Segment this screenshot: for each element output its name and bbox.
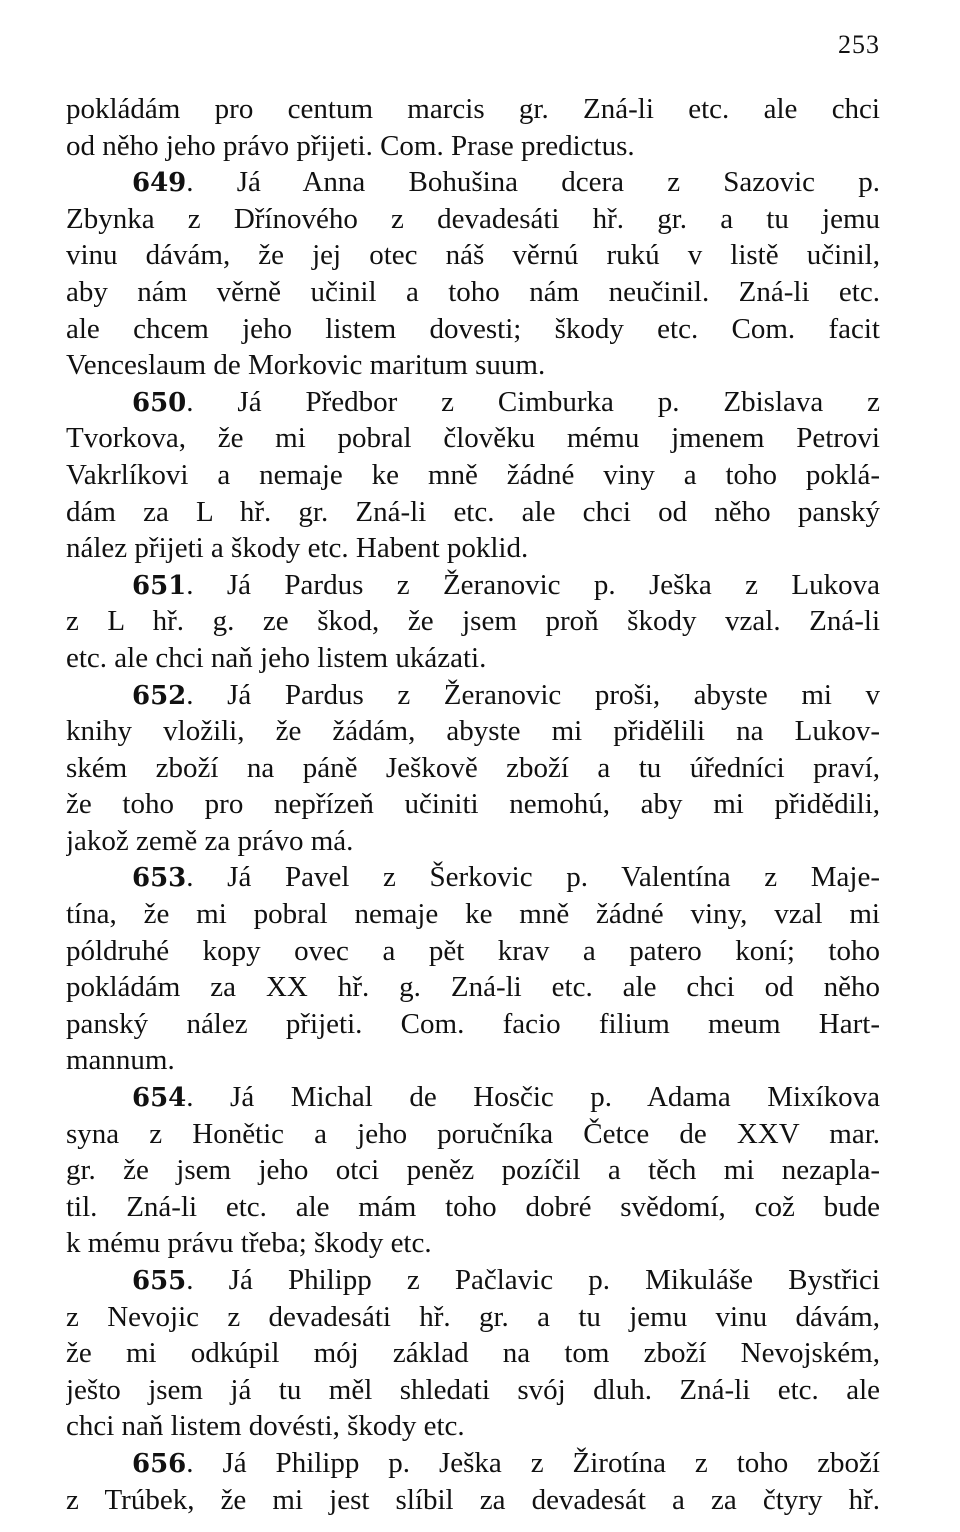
text-line — [66, 969, 880, 1006]
entry-number: 650 — [132, 387, 187, 418]
entry-first-line — [66, 859, 880, 896]
entry-number: 651 — [132, 570, 187, 601]
text-line — [66, 823, 880, 860]
line-text: k mému právu třeba; škody etc. — [66, 1227, 432, 1260]
text-line — [66, 1042, 880, 1079]
entry-number: 655 — [132, 1266, 187, 1296]
line-text: aby nám věrně učinil a toho nám neučinil. Zná-li etc. — [66, 275, 880, 308]
line-text: panský nález přijeti. Com. facio filium meum Hart- — [66, 1007, 880, 1040]
text-line — [66, 1335, 880, 1372]
line-text: ském zboží na páně Ješkově zboží a tu úředníci praví, — [66, 751, 880, 784]
text-line — [66, 896, 880, 933]
text-line — [66, 347, 880, 384]
text-line — [66, 274, 880, 311]
text-line — [66, 311, 880, 348]
text-line — [66, 1225, 880, 1262]
entry-first-line — [66, 677, 880, 714]
text-line — [66, 786, 880, 823]
line-text: tína, že mi pobral nemaje ke mně žádné viny, vzal mi — [66, 898, 880, 931]
line-text: etc. ale chci naň jeho listem ukázati. — [66, 641, 487, 674]
line-text: z Nevojic z devadesáti hř. gr. a tu jemu vinu dávám, — [66, 1300, 880, 1333]
page-number: 253 — [838, 30, 880, 59]
text-line — [66, 91, 880, 128]
entry-first-line — [66, 384, 880, 421]
entry-first-line — [66, 1262, 880, 1299]
line-text: . Já Philipp z Pačlavic p. Mikuláše Bystřici — [186, 1264, 880, 1296]
text-line — [66, 1482, 880, 1519]
line-text: nález přijeti a škody etc. Habent poklid. — [66, 532, 529, 565]
text-line — [66, 1006, 880, 1043]
line-text: chci naň listem dovésti, škody etc. — [66, 1410, 465, 1443]
text-line — [66, 1299, 880, 1336]
line-text: z L hř. g. ze škod, že jsem proň škody vzal. Zná-li — [66, 605, 880, 638]
line-text: ješto jsem já tu měl shledati svój dluh. Zná-li etc. ale — [66, 1373, 880, 1406]
text-line — [66, 494, 880, 531]
entry-first-line — [66, 1079, 880, 1116]
line-text: pokládám pro centum marcis gr. Zná-li etc. ale chci — [66, 93, 880, 125]
entry-number: 656 — [132, 1448, 187, 1479]
line-text: dám za L hř. gr. Zná-li etc. ale chci od něho panský — [66, 495, 880, 528]
text-line — [66, 1372, 880, 1409]
line-text: . Já Anna Bohušina dcera z Sazovic p. — [186, 166, 880, 199]
entry-first-line — [66, 567, 880, 604]
text-line — [66, 1189, 880, 1226]
line-text: . Já Philipp p. Ješka z Žirotína z toho zboží — [186, 1446, 880, 1479]
line-text: póldruhé kopy ovec a pět krav a patero koní; toho — [66, 934, 880, 967]
line-text: Tvorkova, že mi pobral člověku mému jmenem Petrovi — [66, 422, 880, 455]
text-line — [66, 1152, 880, 1189]
line-text: pokládám za XX hř. g. Zná-li etc. ale chci od něho — [66, 971, 880, 1004]
line-text: Zbynka z Dřínového z devadesáti hř. gr. a tu jemu — [66, 202, 880, 235]
text-line — [66, 128, 880, 165]
text-line — [66, 237, 880, 274]
line-text: Venceslaum de Morkovic maritum suum. — [66, 349, 546, 382]
entry-first-line — [66, 164, 880, 201]
text-line — [66, 530, 880, 567]
text-line — [66, 640, 880, 677]
line-text: syna z Honětic a jeho poručníka Četce de XXV mar. — [66, 1117, 880, 1150]
line-text: . Já Pardus z Žeranovic p. Ješka z Lukova — [186, 568, 880, 601]
line-text: že mi odkúpil mój základ na tom zboží Nevojském, — [66, 1337, 880, 1370]
line-text: gr. že jsem jeho otci peněz pozíčil a těch mi nezapla- — [66, 1154, 880, 1187]
line-text: knihy vložili, že žádám, abyste mi přidělili na Lukov- — [66, 715, 880, 748]
text-line — [66, 603, 880, 640]
text-line — [66, 420, 880, 457]
line-text: že toho pro nepřízeň učiniti nemohú, aby mi přidědili, — [66, 788, 880, 821]
entry-number: 652 — [132, 680, 187, 711]
text-line — [66, 457, 880, 494]
entry-first-line — [66, 1445, 880, 1482]
entry-number: 653 — [132, 863, 187, 894]
line-text: . Já Předbor z Cimburka p. Zbislava z — [186, 385, 880, 418]
line-text: ale chcem jeho listem dovesti; škody etc. Com. facit — [66, 312, 880, 345]
text-column — [66, 91, 880, 1518]
line-text: od něho jeho právo přijeti. Com. Prase predictus. — [66, 129, 635, 162]
text-line — [66, 201, 880, 238]
line-text: . Já Michal de Hosčic p. Adama Mixíkova — [186, 1081, 880, 1114]
entry-number: 654 — [132, 1083, 187, 1114]
text-line — [66, 1116, 880, 1153]
text-line — [66, 1408, 880, 1445]
line-text: . Já Pardus z Žeranovic proši, abyste mi v — [186, 678, 880, 711]
line-text: mannum. — [66, 1044, 175, 1077]
text-line — [66, 713, 880, 750]
line-text: jakož země za právo má. — [66, 824, 354, 857]
line-text: til. Zná-li etc. ale mám toho dobré svědomí, což bude — [66, 1190, 880, 1223]
line-text: z Trúbek, že mi jest slíbil za devadesát a za čtyry hř. — [66, 1483, 880, 1516]
line-text: Vakrlíkovi a nemaje ke mně žádné viny a toho poklá- — [66, 458, 880, 491]
entry-number: 649 — [132, 168, 187, 199]
text-line — [66, 933, 880, 970]
text-line — [66, 750, 880, 787]
line-text: . Já Pavel z Šerkovic p. Valentína z Maje- — [186, 861, 880, 894]
line-text: vinu dávám, že jej otec náš věrnú rukú v listě učinil, — [66, 239, 880, 272]
